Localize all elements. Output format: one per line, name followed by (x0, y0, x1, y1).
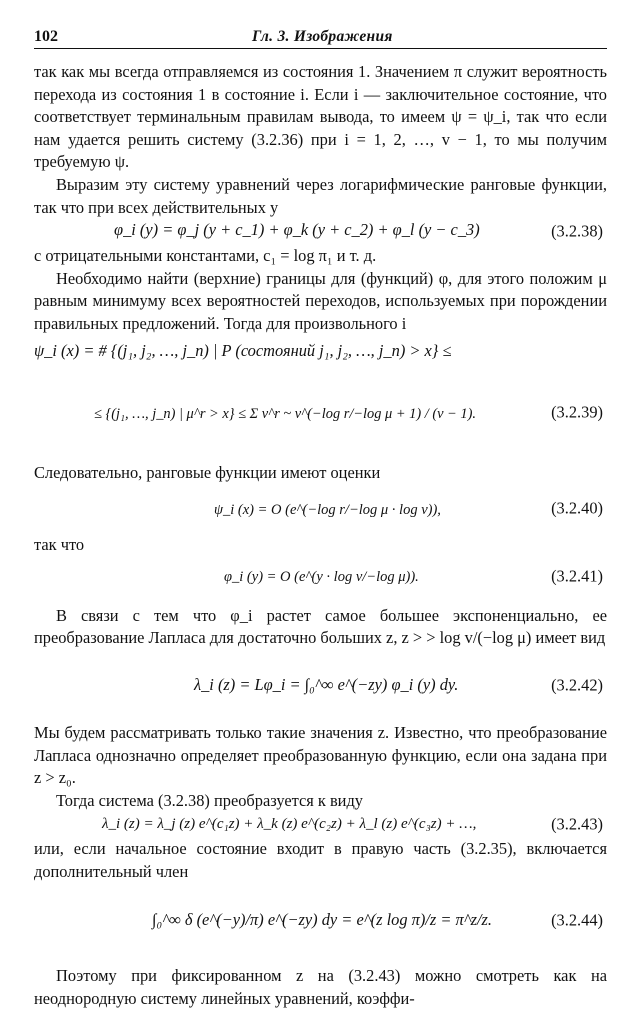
paragraph: В связи с тем что φ_i растет самое большее экспоненциально, ее преобразование Лапласа для достаточно больших z, z > > log v/(−log μ) имеет вид (34, 605, 607, 648)
equation-number: (3.2.40) (551, 498, 603, 518)
equation-body: λ_i (z) = Lφ_i = ∫₀^∞ e^(−zy) φ_i (y) dy. (194, 674, 459, 694)
equation-3-2-40 (34, 484, 607, 534)
equation-number: (3.2.41) (551, 566, 603, 586)
equation-body: λ_i (z) = λ_j (z) e^(c₁z) + λ_k (z) e^(c₂z) + λ_l (z) e^(c₃z) + …, (102, 816, 477, 833)
equation-number: (3.2.39) (551, 402, 603, 422)
equation-3-2-44 (34, 883, 607, 959)
equation-body: φ_i (y) = φ_j (y + c_1) + φ_k (y + c_2) + φ_l (y − c_3) (114, 220, 480, 240)
paragraph: Тогда система (3.2.38) преобразуется к виду (56, 790, 363, 810)
chapter-title: Гл. 3. Изображения (252, 28, 393, 45)
paragraph: Поэтому при фиксированном z на (3.2.43) можно смотреть как на неоднородную систему линейных уравнений, коэффи- (34, 966, 607, 1009)
page-body (34, 61, 607, 1011)
paragraph: Выразим эту систему уравнений через логарифмические ранговые функции, так что при всех действительных y (34, 174, 607, 217)
paragraph: так как мы всегда отправляемся из состояния 1. Значением π служит вероятность перехода из состояния 1 в состояние i. Если i — заключительное состояние, что соответствует терминальным правилам вывода, то имеем ψ = ψ_i, так что если нам удается решить систему (3.2.36) при i = 1, 2, …, v − 1, то мы получим требуемую ψ. (34, 62, 607, 172)
equation-body: φ_i (y) = O (e^(y · log v/−log μ)). (224, 568, 419, 585)
equation-body: ψ_i (x) = O (e^(−log r/−log μ · log v)), (214, 502, 441, 519)
equation-3-2-43 (34, 812, 607, 838)
paragraph: Необходимо найти (верхние) границы для (функций) φ, для этого положим μ равным минимуму всех вероятностей переходов, используемых при порождении правильных предложений. Тогда для произвольного i (34, 268, 607, 333)
paragraph: Следовательно, ранговые функции имеют оценки (34, 462, 381, 482)
equation-3-2-38 (34, 219, 607, 245)
paragraph: Мы будем рассматривать только такие значения z. Известно, что преобразование Лапласа однозначно определяет преобразованную функцию, если она задана при z > z₀. (34, 722, 607, 788)
equation-number: (3.2.42) (551, 675, 603, 695)
equation-3-2-39-line2 (34, 370, 607, 456)
equation-3-2-41 (34, 557, 607, 597)
running-header (34, 24, 607, 49)
paragraph: так что (34, 535, 85, 555)
equation-body: ∫₀^∞ δ (e^(−y)/π) e^(−zy) dy = e^(z log π)/z = π^z/z. (152, 910, 493, 930)
equation-number: (3.2.44) (551, 911, 603, 931)
paragraph: с отрицательными константами, c₁ = log π₁ и т. д. (34, 246, 377, 266)
page-number: 102 (34, 28, 58, 45)
equation-body: ψ_i (x) = # {(j₁, j₂, …, j_n) | P (состояний j₁, j₂, …, j_n) > x} ≤ (34, 340, 452, 360)
equation-number: (3.2.43) (551, 814, 603, 834)
equation-body: ≤ {(j₁, …, j_n) | μ^r > x} ≤ Σ v^r ~ v^(−log r/−log μ + 1) / (v − 1). (94, 405, 477, 422)
equation-number: (3.2.38) (551, 221, 603, 241)
equation-3-2-42 (34, 650, 607, 722)
equation-3-2-39-line1 (34, 340, 607, 370)
paragraph: или, если начальное состояние входит в правую часть (3.2.35), включается дополнительный член (34, 839, 607, 881)
